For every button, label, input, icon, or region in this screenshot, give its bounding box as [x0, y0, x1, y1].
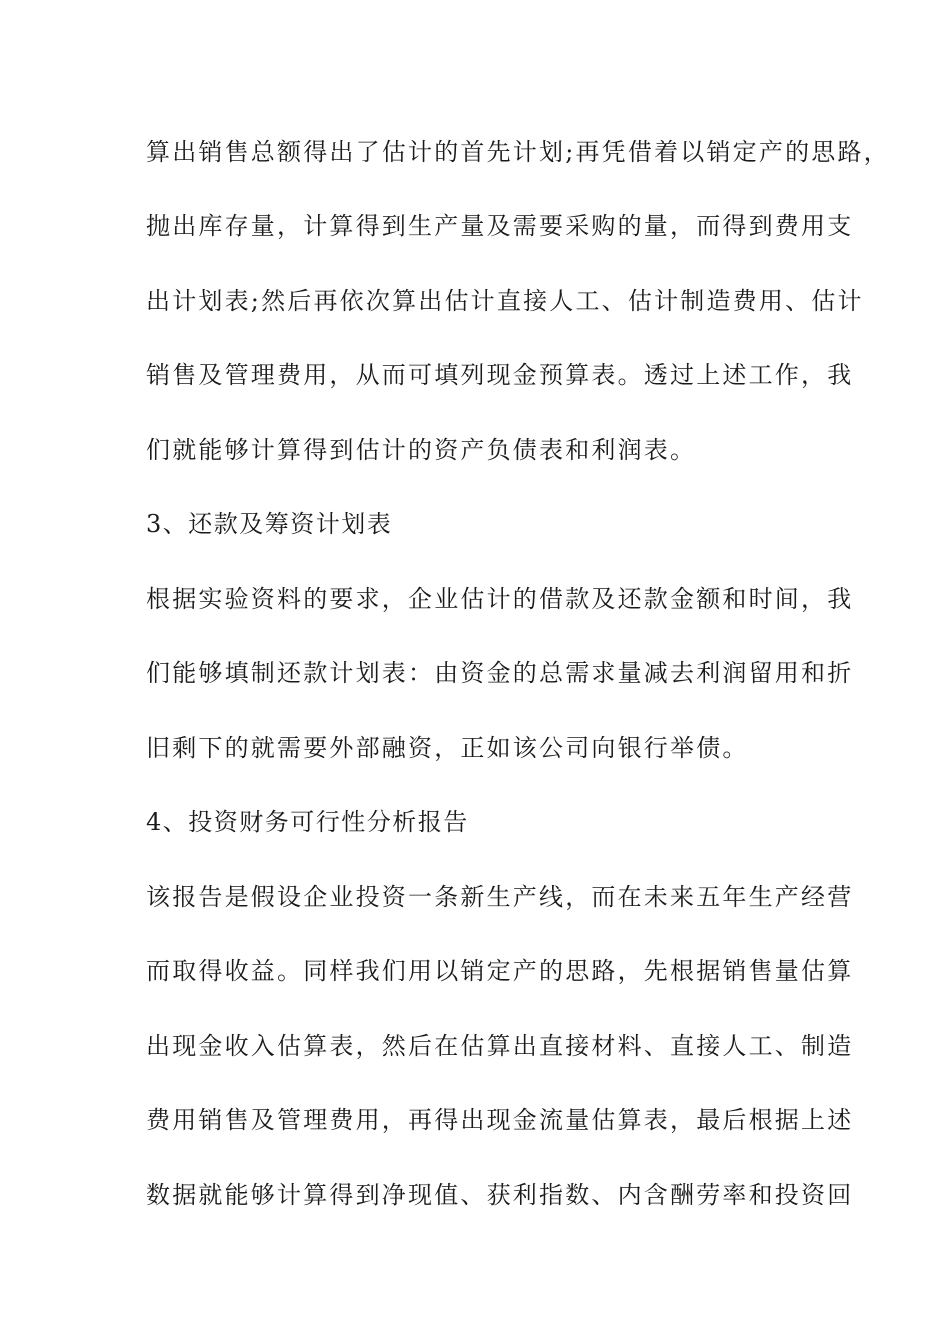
paragraph-line: 销售及管理费用，从而可填列现金预算表。透过上述工作，我: [146, 361, 854, 389]
section-heading: 4、投资财务可行性分析报告: [146, 808, 469, 836]
paragraph-line: 抛出库存量，计算得到生产量及需要采购的量，而得到费用支: [146, 212, 854, 240]
paragraph-line: 出计划表;然后再依次算出估计直接人工、估计制造费用、估计: [146, 287, 864, 315]
paragraph-line: 数据就能够计算得到净现值、获利指数、内含酬劳率和投资回: [146, 1181, 854, 1209]
paragraph-line: 算出销售总额得出了估计的首先计划;再凭借着以销定产的思路，: [146, 138, 890, 166]
paragraph-line: 而取得收益。同样我们用以销定产的思路，先根据销售量估算: [146, 957, 854, 985]
paragraph-line: 出现金收入估算表，然后在估算出直接材料、直接人工、制造: [146, 1032, 854, 1060]
paragraph-line: 费用销售及管理费用，再得出现金流量估算表，最后根据上述: [146, 1106, 854, 1134]
paragraph-line: 们能够填制还款计划表：由资金的总需求量减去利润留用和折: [146, 659, 854, 687]
paragraph-line: 该报告是假设企业投资一条新生产线，而在未来五年生产经营: [146, 883, 854, 911]
paragraph-line: 旧剩下的就需要外部融资，正如该公司向银行举债。: [146, 734, 749, 762]
section-heading: 3、还款及筹资计划表: [146, 510, 393, 538]
paragraph-line: 根据实验资料的要求，企业估计的借款及还款金额和时间，我: [146, 585, 854, 613]
paragraph-line: 们就能够计算得到估计的资产负债表和利润表。: [146, 436, 697, 464]
